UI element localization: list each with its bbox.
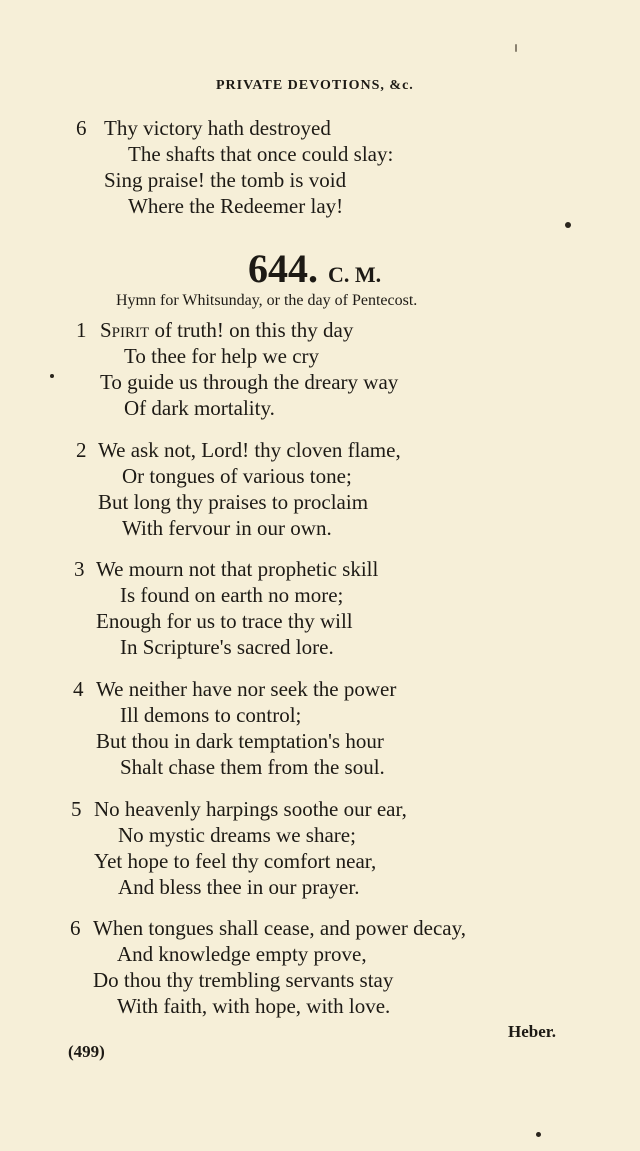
ink-speck <box>536 1132 541 1137</box>
verse-line: To guide us through the dreary way <box>100 370 399 394</box>
verse-line: To thee for help we cry <box>124 344 320 368</box>
verse-number: 4 <box>73 677 84 701</box>
verse-number: 5 <box>71 797 82 821</box>
verse-line: Of dark mortality. <box>124 396 275 420</box>
running-header: PRIVATE DEVOTIONS, &c. <box>216 78 414 93</box>
verse-line: Sing praise! the tomb is void <box>104 168 347 192</box>
verse-line: Shalt chase them from the soul. <box>120 755 385 779</box>
verse-line: Enough for us to trace thy will <box>96 609 353 633</box>
verse-line: With faith, with hope, with love. <box>117 994 391 1018</box>
verse-line: Ill demons to control; <box>120 703 302 727</box>
hymn-author: Heber. <box>508 1022 557 1041</box>
ink-speck <box>565 222 571 228</box>
ink-speck <box>515 44 517 52</box>
first-word-small-caps: Spirit <box>100 318 150 342</box>
verse-line: Yet hope to feel thy comfort near, <box>94 849 377 873</box>
verse-line: With fervour in our own. <box>122 516 332 540</box>
verse-line: And knowledge empty prove, <box>117 942 367 966</box>
hymn-title <box>248 245 381 292</box>
page-number: (499) <box>68 1042 105 1061</box>
verse-line: Do thou thy trembling servants stay <box>93 968 394 992</box>
verse-line: We ask not, Lord! thy cloven flame, <box>98 438 401 462</box>
verse-number: 1 <box>76 318 87 342</box>
hymn-meter: C. M. <box>328 262 382 287</box>
ink-speck <box>50 374 54 378</box>
hymn-subtitle: Hymn for Whitsunday, or the day of Pentecost. <box>116 292 418 309</box>
verse-line: When tongues shall cease, and power decay, <box>93 916 466 940</box>
hymn-number: 644. <box>248 246 318 291</box>
verse-line: We mourn not that prophetic skill <box>96 557 379 581</box>
verse-line: But long thy praises to proclaim <box>98 490 369 514</box>
verse-line: Is found on earth no more; <box>120 583 344 607</box>
verse-line: And bless thee in our prayer. <box>118 875 360 899</box>
verse-line: No heavenly harpings soothe our ear, <box>94 797 407 821</box>
first-line-rest: of truth! on this thy day <box>149 318 354 342</box>
verse-number: 6 <box>70 916 81 940</box>
verse-number: 2 <box>76 438 87 462</box>
verse-line: Thy victory hath destroyed <box>104 116 331 140</box>
verse-line: In Scripture's sacred lore. <box>120 635 334 659</box>
verse-line: The shafts that once could slay: <box>128 142 394 166</box>
verse-number: 3 <box>74 557 85 581</box>
verse-line: But thou in dark temptation's hour <box>96 729 384 753</box>
verse-line: No mystic dreams we share; <box>118 823 356 847</box>
verse-line: Or tongues of various tone; <box>122 464 352 488</box>
verse-line: We neither have nor seek the power <box>96 677 397 701</box>
verse-line <box>100 318 353 343</box>
verse-line: Where the Redeemer lay! <box>128 194 344 218</box>
verse-number: 6 <box>76 116 87 140</box>
